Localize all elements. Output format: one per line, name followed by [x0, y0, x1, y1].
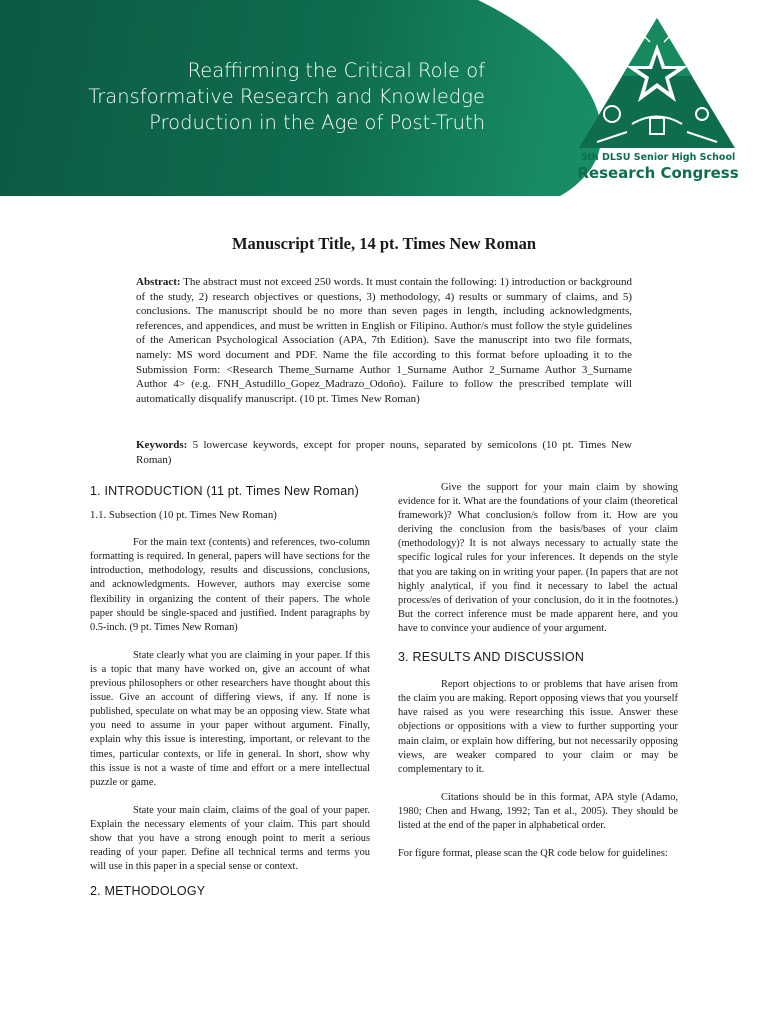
congress-edition: 5th DLSU Senior High School — [580, 152, 736, 163]
congress-title: Research Congress — [577, 164, 739, 182]
left-column — [90, 484, 370, 898]
support-paragraph: Give the support for your main claim by showing evidence for it. What are the foundations of your claim (theoretical framework)? What conclusion/s follow from it. How are you deriving the conclusion from the basis/bases of your claim (methodology)? It is not always necessary to actually state the specific logical rules for your inferences. It depends on the style that you are taking on in writing your paper. (In papers that are not highly analytical, if you find it necessary to label the actual process/es of derivation of your conclusion, do it in the footnotes.) But the correct inference must be made apparent here, and you have to convince your audience of your argument. — [398, 482, 678, 634]
header-banner — [0, 0, 768, 196]
intro-paragraph-3: State your main claim, claims of the goal of your paper. Explain the necessary elements of your claim. This part should show that you have a strong enough point to merit a serious reading of your paper. Define all technical terms and terms you will use in this paper in a special sense or context. — [90, 804, 370, 873]
theme-line-2: Transformative Research and Knowledge — [88, 85, 485, 108]
congress-name — [570, 152, 746, 182]
theme-line-3: Production in the Age of Post-Truth — [149, 111, 485, 134]
triangle-star-emblem-icon — [572, 14, 742, 154]
manuscript-title: Manuscript Title, 14 pt. Times New Roman — [231, 234, 537, 253]
abstract-label: Abstract: — [136, 276, 181, 288]
figure-format-paragraph: For figure format, please scan the QR code below for guidelines: — [398, 848, 668, 860]
keywords-label: Keywords: — [136, 439, 188, 451]
right-column — [398, 481, 678, 861]
section-heading-results: 3. RESULTS AND DISCUSSION — [398, 650, 585, 665]
theme-line-1: Reaffirming the Critical Role of — [187, 59, 485, 82]
citations-paragraph: Citations should be in this format, APA style (Adamo, 1980; Chen and Hwang, 1992; Tan et al., 2005). They should be listed at the end of the paper in alphabetical order. — [398, 791, 678, 831]
keywords-text: 5 lowercase keywords, except for proper nouns, separated by semicolons (10 pt. Times New Roman) — [136, 439, 632, 466]
abstract-text: The abstract must not exceed 250 words. It must contain the following: 1) introduction or background of the study, 2) research objectives or questions, 3) methodology, 4) results or summary of claims, and 5) conclusions. The manuscript should be no more than seven pages in length, including acknowledgments, references, and appendices, and must be written in English or Filipino. Author/s must follow the style guidelines of the American Psychological Association (APA, 7th Edition). Save the manuscript into two file formats, namely: MS word document and PDF. Name the file according to this format before uploading it to the Submission Form: <Research Theme_Surname Author 1_Surname Author 2_Surname Author 3_Surname Author 4> (e.g. FNH_Astudillo_Gopez_Madrazo_Odoño). Failure to follow the prescribed template will automatically disqualify manuscript. (10 pt. Times New Roman) — [136, 276, 632, 405]
results-paragraph-1: Report objections to or problems that have arisen from the claim you are making. Report opposing views that you yourself have raised as you were researching this issue. Answer these objections or oppositions with a view to further supporting your main claim, or explain how differing, but not necessarily opposing views, are weaker compared to your claim or may be complementary to it. — [398, 679, 678, 775]
abstract-block — [136, 275, 632, 406]
intro-paragraph-1: For the main text (contents) and references, two-column formatting is required. In general, papers will have sections for the introduction, methodology, results and discussions, conclusions, and acknowledgments. However, authors may exercise some flexibility in organizing the content of their papers. The whole paper should be single-spaced and justified. Indent paragraphs by 0.5-inch. (9 pt. Times New Roman) — [90, 537, 370, 633]
congress-theme-title — [60, 58, 485, 136]
intro-paragraph-2: State clearly what you are claiming in your paper. If this is a topic that many have worked on, give an account of what previous philosophers or other researchers have thought about this issue. Give an account of differing views, if any. If none is published, speculate on what may be an opposing view. State what you need to assume in your paper without argument. Finally, explain why this issue is interesting, important, or relevant to the times, particular contexts, or life in general. In short, show why this issue is not a waste of time and effort or a mere intellectual puzzle or game. — [90, 649, 370, 788]
section-heading-methodology: 2. METHODOLOGY — [90, 884, 206, 899]
subsection-heading: 1.1. Subsection (10 pt. Times New Roman) — [90, 509, 277, 522]
section-heading-introduction: 1. INTRODUCTION (11 pt. Times New Roman) — [90, 484, 359, 498]
keywords-block — [136, 438, 632, 467]
